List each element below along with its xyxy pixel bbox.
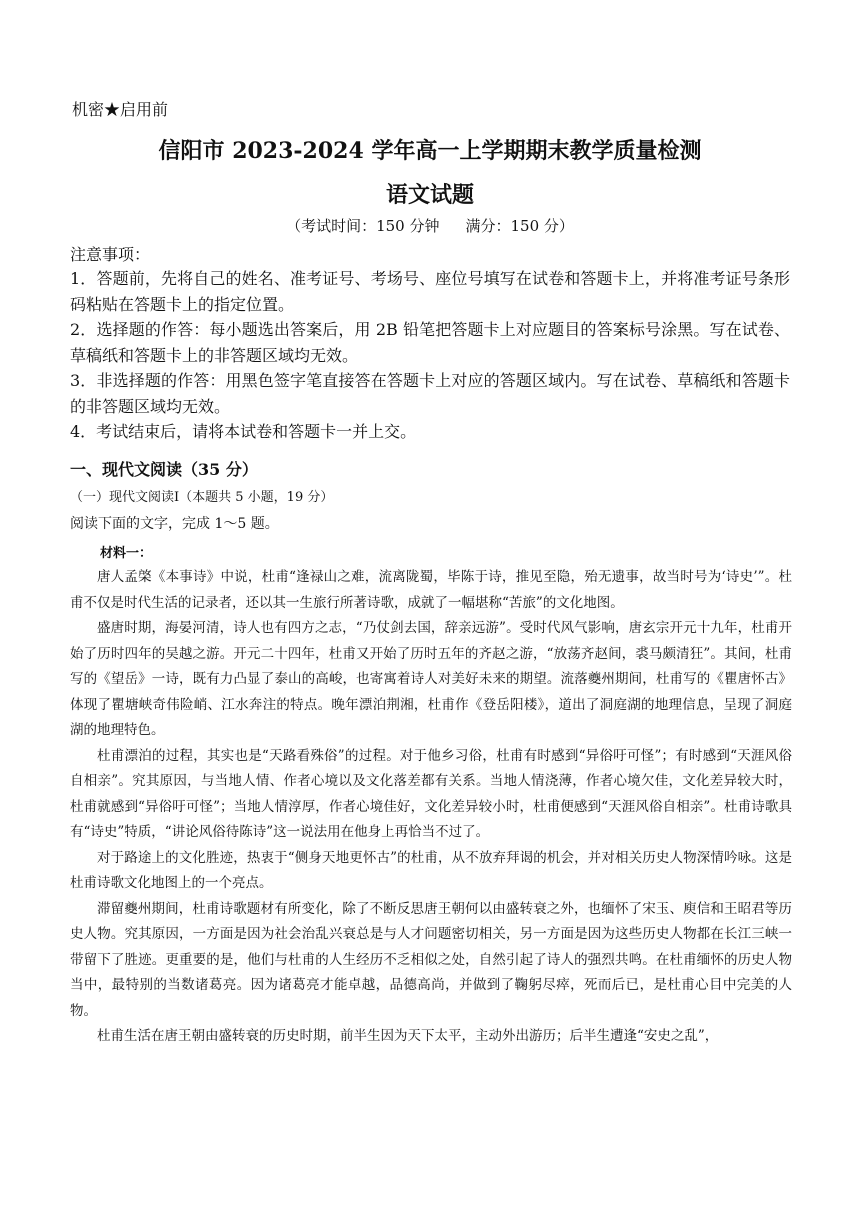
notice-item: 4．考试结束后，请将本试卷和答题卡一并上交。: [70, 422, 417, 441]
reading-instruction: 阅读下面的文字，完成 1～5 题。: [70, 516, 279, 532]
exam-time: （考试时间：150 分钟: [286, 217, 440, 235]
body-paragraph: 唐人孟棨《本事诗》中说，杜甫“逢禄山之难，流离陇蜀，毕陈于诗，推见至隐，殆无遗事，故当时号为‘诗史’”。杜甫不仅是时代生活的记录者，还以其一生旅行所著诗歌，成就了一幅堪称“苦旅”的文化地图。: [70, 569, 792, 611]
exam-title: 信阳市 2023-2024 学年高一上学期期末教学质量检测: [158, 138, 702, 164]
exam-subject-title: 语文试题: [385, 182, 474, 208]
exam-info: [0, 215, 860, 236]
body-paragraph: 杜甫生活在唐王朝由盛转衰的历史时期，前半生因为天下太平，主动外出游历；后半生遭逢“安史之乱”，: [97, 1028, 719, 1044]
notice-label: 注意事项：: [70, 245, 151, 264]
material-body: [70, 565, 792, 1050]
notice-item: 3．非选择题的作答：用黑色签字笔直接答在答题卡上对应的答题区域内。写在试卷、草稿纸和答题卡的非答题区域均无效。: [70, 371, 790, 416]
section-title: 一、现代文阅读（35 分）: [70, 460, 258, 479]
confidential-label: 机密★启用前: [72, 100, 169, 119]
body-paragraph: 滞留夔州期间，杜甫诗歌题材有所变化，除了不断反思唐王朝何以由盛转衰之外，也缅怀了宋玉、庾信和王昭君等历史人物。究其原因，一方面是因为社会治乱兴衰总是与人才问题密切相关，另一方面是因为这些历史人物都在长江三峡一带留下了胜迹。更重要的是，他们与杜甫的人生经历不乏相似之处，自然引起了诗人的强烈共鸣。在杜甫缅怀的历史人物当中，最特别的当数诸葛亮。因为诸葛亮才能卓越，品德高尚，并做到了鞠躬尽瘁，死而后已，是杜甫心目中完美的人物。: [70, 900, 792, 1019]
notice-item: 2．选择题的作答：每小题选出答案后，用 2B 铅笔把答题卡上对应题目的答案标号涂黑。写在试卷、草稿纸和答题卡上的非答题区域均无效。: [70, 320, 790, 365]
notice-item: 1．答题前，先将自己的姓名、准考证号、考场号、座位号填写在试卷和答题卡上，并将准考证号条形码粘贴在答题卡上的指定位置。: [70, 269, 790, 314]
material-label: 材料一：: [100, 546, 153, 561]
notice-list: [70, 266, 790, 445]
body-paragraph: 盛唐时期，海晏河清，诗人也有四方之志，“乃仗剑去国，辞亲远游”。受时代风气影响，唐玄宗开元十九年，杜甫开始了历时四年的吴越之游。开元二十四年，杜甫又开始了历时五年的齐赵之游，“放荡齐赵间，裘马颇清狂”。其间，杜甫写的《望岳》一诗，既有力凸显了泰山的高峻，也寄寓着诗人对美好未来的期望。流落夔州期间，杜甫写的《瞿唐怀古》体现了瞿塘峡奇伟险峭、江水奔注的特点。晚年漂泊荆湘，杜甫作《登岳阳楼》，道出了洞庭湖的地理信息，呈现了洞庭湖的地理特色。: [70, 620, 792, 738]
subsection-title: （一）现代文阅读Ⅰ（本题共 5 小题，19 分）: [70, 490, 334, 505]
exam-score: 满分：150 分）: [465, 217, 574, 235]
body-paragraph: 对于路途上的文化胜迹，热衷于“侧身天地更怀古”的杜甫，从不放弃拜谒的机会，并对相关历史人物深情吟咏。这是杜甫诗歌文化地图上的一个亮点。: [70, 849, 792, 891]
body-paragraph: 杜甫漂泊的过程，其实也是“天路看殊俗”的过程。对于他乡习俗，杜甫有时感到“异俗吁可怪”；有时感到“天涯风俗自相亲”。究其原因，与当地人情、作者心境以及文化落差都有关系。当地人情浇薄，作者心境欠佳，文化差异较大时，杜甫就感到“异俗吁可怪”；当地人情淳厚，作者心境佳好，文化差异较小时，杜甫便感到“天涯风俗自相亲”。杜甫诗歌具有“诗史”特质，“讲论风俗待陈诗”这一说法用在他身上再恰当不过了。: [70, 747, 792, 840]
